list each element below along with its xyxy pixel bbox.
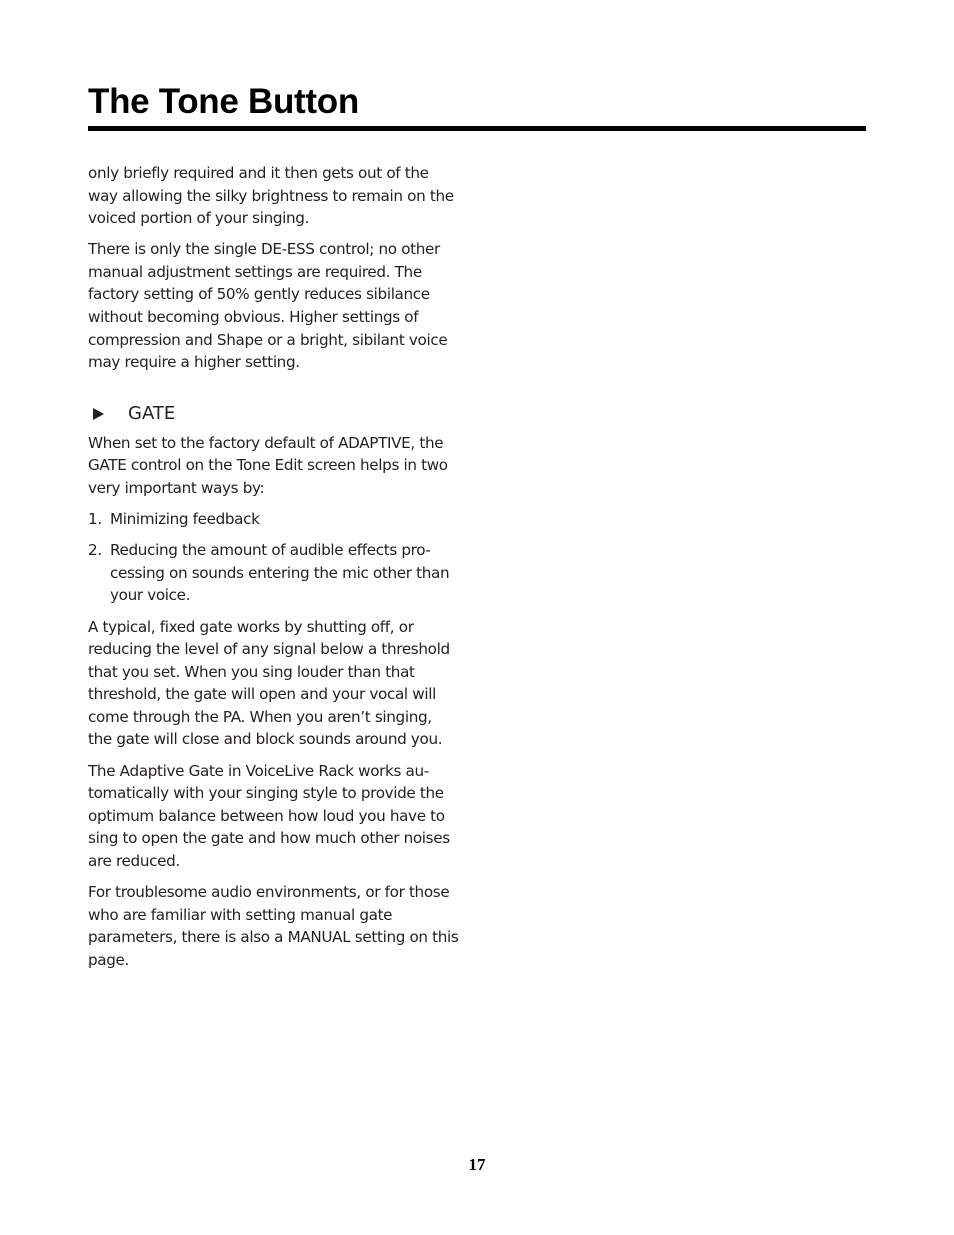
list-item-number: 2.: [88, 541, 102, 560]
list-item-number: 1.: [88, 510, 102, 529]
list-item: [88, 508, 460, 531]
paragraph-intro-1: only briefly required and it then gets out of the way allowing the silky brightness to remain on the voiced portion of your singing.: [88, 164, 454, 228]
page-number: 17: [468, 1155, 486, 1174]
list-item-text: Minimizing feedback: [110, 510, 260, 529]
paragraph-gate-3: For troublesome audio environments, or for those who are familiar with setting manual gate parameters, there is also a MANUAL setting on this page.: [88, 883, 459, 969]
section-heading-label: GATE: [128, 402, 176, 424]
page-title: The Tone Button: [88, 82, 359, 121]
paragraph-gate-2: The Adaptive Gate in VoiceLive Rack works automatically with your singing style to provide the optimum balance between how loud you have to sing to open the gate and how much other noises are reduced.: [88, 761, 450, 870]
text-column: [88, 162, 460, 980]
list-item: [88, 539, 460, 607]
paragraph-intro-2: There is only the single DE-ESS control; no other manual adjustment settings are required. The factory setting of 50% gently reduces sibilance without becoming obvious. Higher settings of compression and Shape or a bright, sibilant voice may require a higher setting.: [88, 240, 448, 372]
paragraph-gate-1: A typical, fixed gate works by shutting off, or reducing the level of any signal below a threshold that you set. When you sing louder than that threshold, the gate will open and your vocal will come through the PA. When you aren’t singing, the gate will close and block sounds around you.: [88, 617, 450, 749]
paragraph-gate-intro: When set to the factory default of ADAPTIVE, the GATE control on the Tone Edit screen helps in two very important ways by:: [88, 433, 448, 498]
title-rule: [88, 126, 866, 131]
section-heading-gate: [88, 402, 460, 426]
triangle-bullet-icon: [93, 408, 104, 420]
list-item-text: Reducing the amount of audible effects processing on sounds entering the mic other than your voice.: [110, 541, 450, 605]
numbered-list: [88, 508, 460, 607]
